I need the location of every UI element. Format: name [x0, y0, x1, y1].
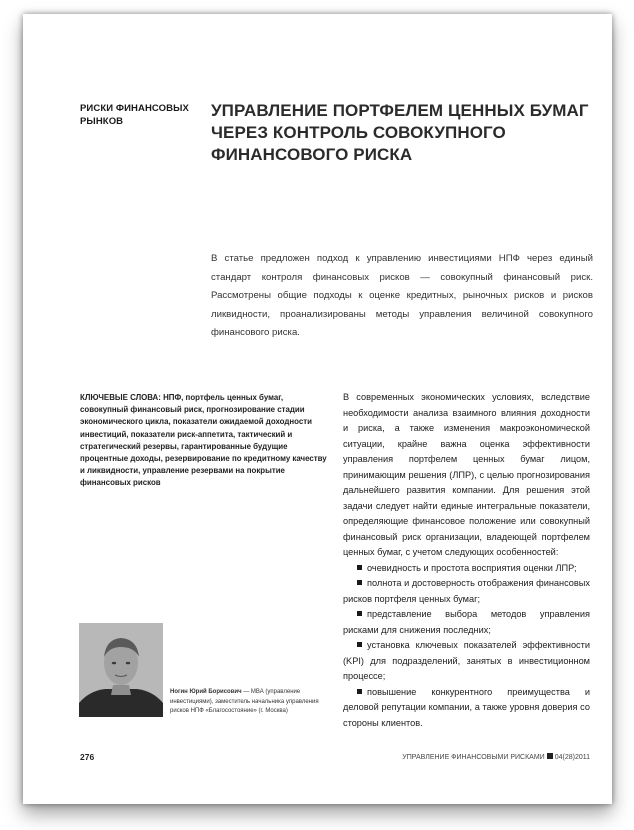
square-bullet-icon: [357, 642, 362, 647]
list-item: [343, 685, 590, 732]
journal-page: [23, 14, 612, 804]
author-photo: [79, 623, 163, 717]
list-item-text: установка ключевых показателей эффективности (KPI) для подразделений, занятых в инвестиционном процессе;: [343, 640, 590, 681]
journal-issue: 04(28)2011: [554, 754, 590, 761]
list-item: [343, 638, 590, 685]
list-item-text: очевидность и простота восприятия оценки ЛПР;: [367, 562, 577, 573]
author-details: — МВА (управление инвестициями), заместитель начальника управления рисков НПФ «Благосостояние» (г. Москва): [170, 689, 319, 714]
list-item: [343, 576, 590, 607]
list-item: [343, 561, 590, 577]
keywords: КЛЮЧЕВЫЕ СЛОВА: НПФ, портфель ценных бумаг, совокупный финансовый риск, прогнозирование стадии экономического цикла, показатели ожидаемой доходности инвестиций, показатели риск-аппетита, тактический и стратегический резервы, гарантированные будущие процентные доходы, резервирование по кредитному качеству и ликвидности, управление резервами на покрытие финансовых рисков: [80, 393, 327, 488]
section-label: РИСКИ ФИНАНСОВЫХ РЫНКОВ: [80, 103, 189, 127]
square-bullet-icon: [357, 611, 362, 616]
journal-footer: [402, 753, 590, 761]
square-separator-icon: [547, 753, 553, 759]
body-text: [343, 390, 590, 731]
features-list: [343, 561, 590, 732]
square-bullet-icon: [357, 580, 362, 585]
journal-name: УПРАВЛЕНИЕ ФИНАНСОВЫМИ РИСКАМИ: [402, 754, 545, 761]
square-bullet-icon: [357, 689, 362, 694]
page-number: 276: [80, 752, 95, 762]
author-info: [170, 688, 320, 717]
body-intro-paragraph: В современных экономических условиях, вследствие необходимости анализа взаимного влияния доходности и риска, а также изменения макроэкономической ситуации, крайне важна оценка эффективности управления портфелем ценных бумаг лицом, принимающим решения (ЛПР), с целью прогнозирования дальнейшего развития компании. Для решения этой задачи следует найти единые интегральные показатели, определяющие финансовое положение или совокупный финансовый риск организации, владеющей портфелем ценных бумаг, с учетом следующих особенностей:: [343, 392, 590, 557]
article-abstract: В статье предложен подход к управлению инвестициями НПФ через единый стандарт контроля финансовых рисков — совокупный финансовый риск. Рассмотрены общие подходы к оценке кредитных, рыночных рисков и рисков ликвидности, проанализированы методы управления величиной совокупного финансового риска.: [211, 253, 593, 338]
list-item: [343, 607, 590, 638]
author-name: Ногин Юрий Борисович: [170, 689, 242, 695]
list-item-text: повышение конкурентного преимущества и деловой репутации компании, а также уровня доверия со стороны клиентов.: [343, 686, 590, 728]
author-portrait-icon: [79, 623, 163, 717]
article-title: УПРАВЛЕНИЕ ПОРТФЕЛЕМ ЦЕННЫХ БУМАГ ЧЕРЕЗ КОНТРОЛЬ СОВОКУПНОГО ФИНАНСОВОГО РИСКА: [211, 101, 589, 164]
square-bullet-icon: [357, 565, 362, 570]
list-item-text: представление выбора методов управления рисками для снижения последних;: [343, 609, 590, 635]
list-item-text: полнота и достоверность отображения финансовых рисков портфеля ценных бумаг;: [343, 578, 590, 604]
